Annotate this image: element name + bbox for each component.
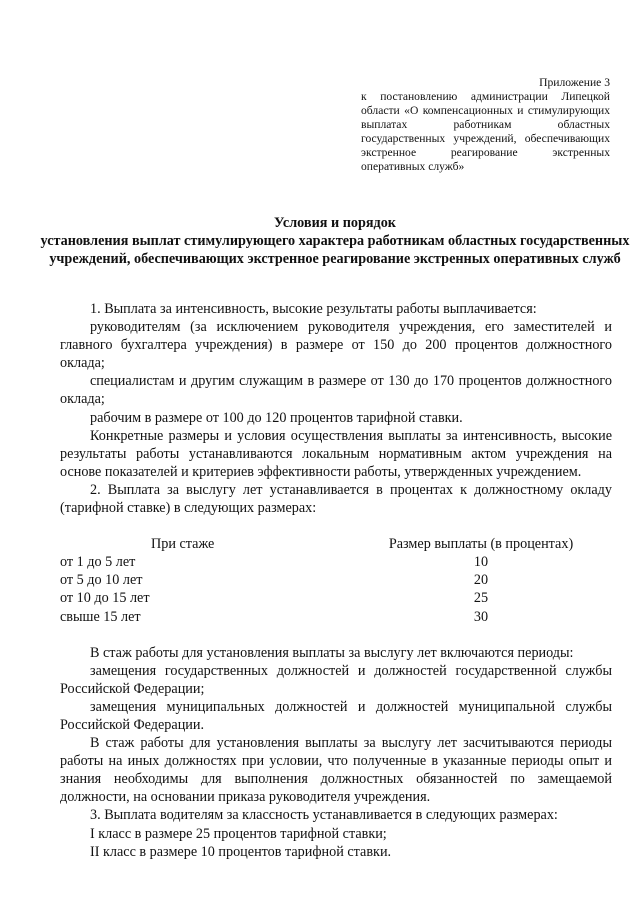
table-cell-stazh: свыше 15 лет (60, 608, 141, 625)
document-body (60, 300, 612, 861)
spacer (60, 517, 612, 535)
section-2-other-periods: В стаж работы для установления выплаты за выслугу лет засчитываются периоды работы на иных должностях при условии, что полученные в указанные периоды опыт и знания необходимы для выполнения должностных обязанностей по замещаемой должности, на основании приказа руководителя учреждения. (60, 735, 612, 806)
section-2-periods-intro: В стаж работы для установления выплаты за выслугу лет включаются периоды: (90, 644, 574, 661)
table-row (60, 571, 612, 589)
section-3-class-1: I класс в размере 25 процентов тарифной ставки; (90, 825, 387, 842)
section-2-intro: 2. Выплата за выслугу лет устанавливается в процентах к должностному окладу (тарифной ставке) в следующих размерах: (60, 481, 612, 517)
seniority-table (60, 535, 612, 625)
table-cell-percent: 25 (473, 590, 489, 607)
table-cell-stazh: от 5 до 10 лет (60, 572, 143, 589)
table-row (60, 589, 612, 607)
table-header-stazh: При стаже (151, 536, 215, 553)
document-title (40, 214, 630, 268)
section-3-intro: 3. Выплата водителям за классность устанавливается в следующих размерах: (90, 807, 558, 824)
table-row (60, 608, 612, 626)
table-header-row (60, 535, 612, 553)
section-1-specialists: специалистам и другим служащим в размере от 130 до 170 процентов должностного оклада; (60, 373, 612, 408)
table-header-percent: Размер выплаты (в процентах) (388, 536, 574, 553)
spacer (60, 626, 612, 644)
section-3-class-2: II класс в размере 10 процентов тарифной ставки. (90, 843, 392, 860)
appendix-header (361, 76, 610, 174)
table-cell-percent: 30 (473, 608, 489, 625)
title-line-1: Условия и порядок (274, 215, 396, 231)
section-1-heads: руководителям (за исключением руководителя учреждения, его заместителей и главного бухгалтера учреждения) в размере от 150 до 200 процентов должностного оклада; (60, 319, 612, 372)
appendix-reference: к постановлению администрации Липецкой области «О компенсационных и стимулирующих выплатах работникам областных государственных учреждений, обеспечивающих экстренное реагирование экстренных оперативных служб» (361, 90, 610, 173)
table-cell-stazh: от 1 до 5 лет (60, 554, 136, 571)
section-1-note: Конкретные размеры и условия осуществления выплаты за интенсивность, высокие результаты работы устанавливаются локальным нормативным актом учреждения на основе показателей и критериев эффективности работы, утвержденных учреждением. (60, 427, 612, 480)
appendix-number: Приложение 3 (539, 76, 610, 89)
table-row (60, 553, 612, 571)
section-1-workers: рабочим в размере от 100 до 120 процентов тарифной ставки. (90, 409, 463, 426)
section-2-period-2: замещения муниципальных должностей и должностей муниципальной службы Российской Федерации. (60, 698, 612, 733)
title-line-2: установления выплат стимулирующего характера работникам областных государственных учреждений, обеспечивающих экстренное реагирование экстренных оперативных служб (40, 233, 630, 267)
table-cell-percent: 20 (473, 572, 489, 589)
section-2-period-1: замещения государственных должностей и должностей государственной службы Российской Федерации; (60, 662, 612, 697)
section-1-intro: 1. Выплата за интенсивность, высокие результаты работы выплачивается: (90, 301, 537, 317)
table-cell-stazh: от 10 до 15 лет (60, 590, 150, 607)
table-cell-percent: 10 (473, 554, 489, 571)
